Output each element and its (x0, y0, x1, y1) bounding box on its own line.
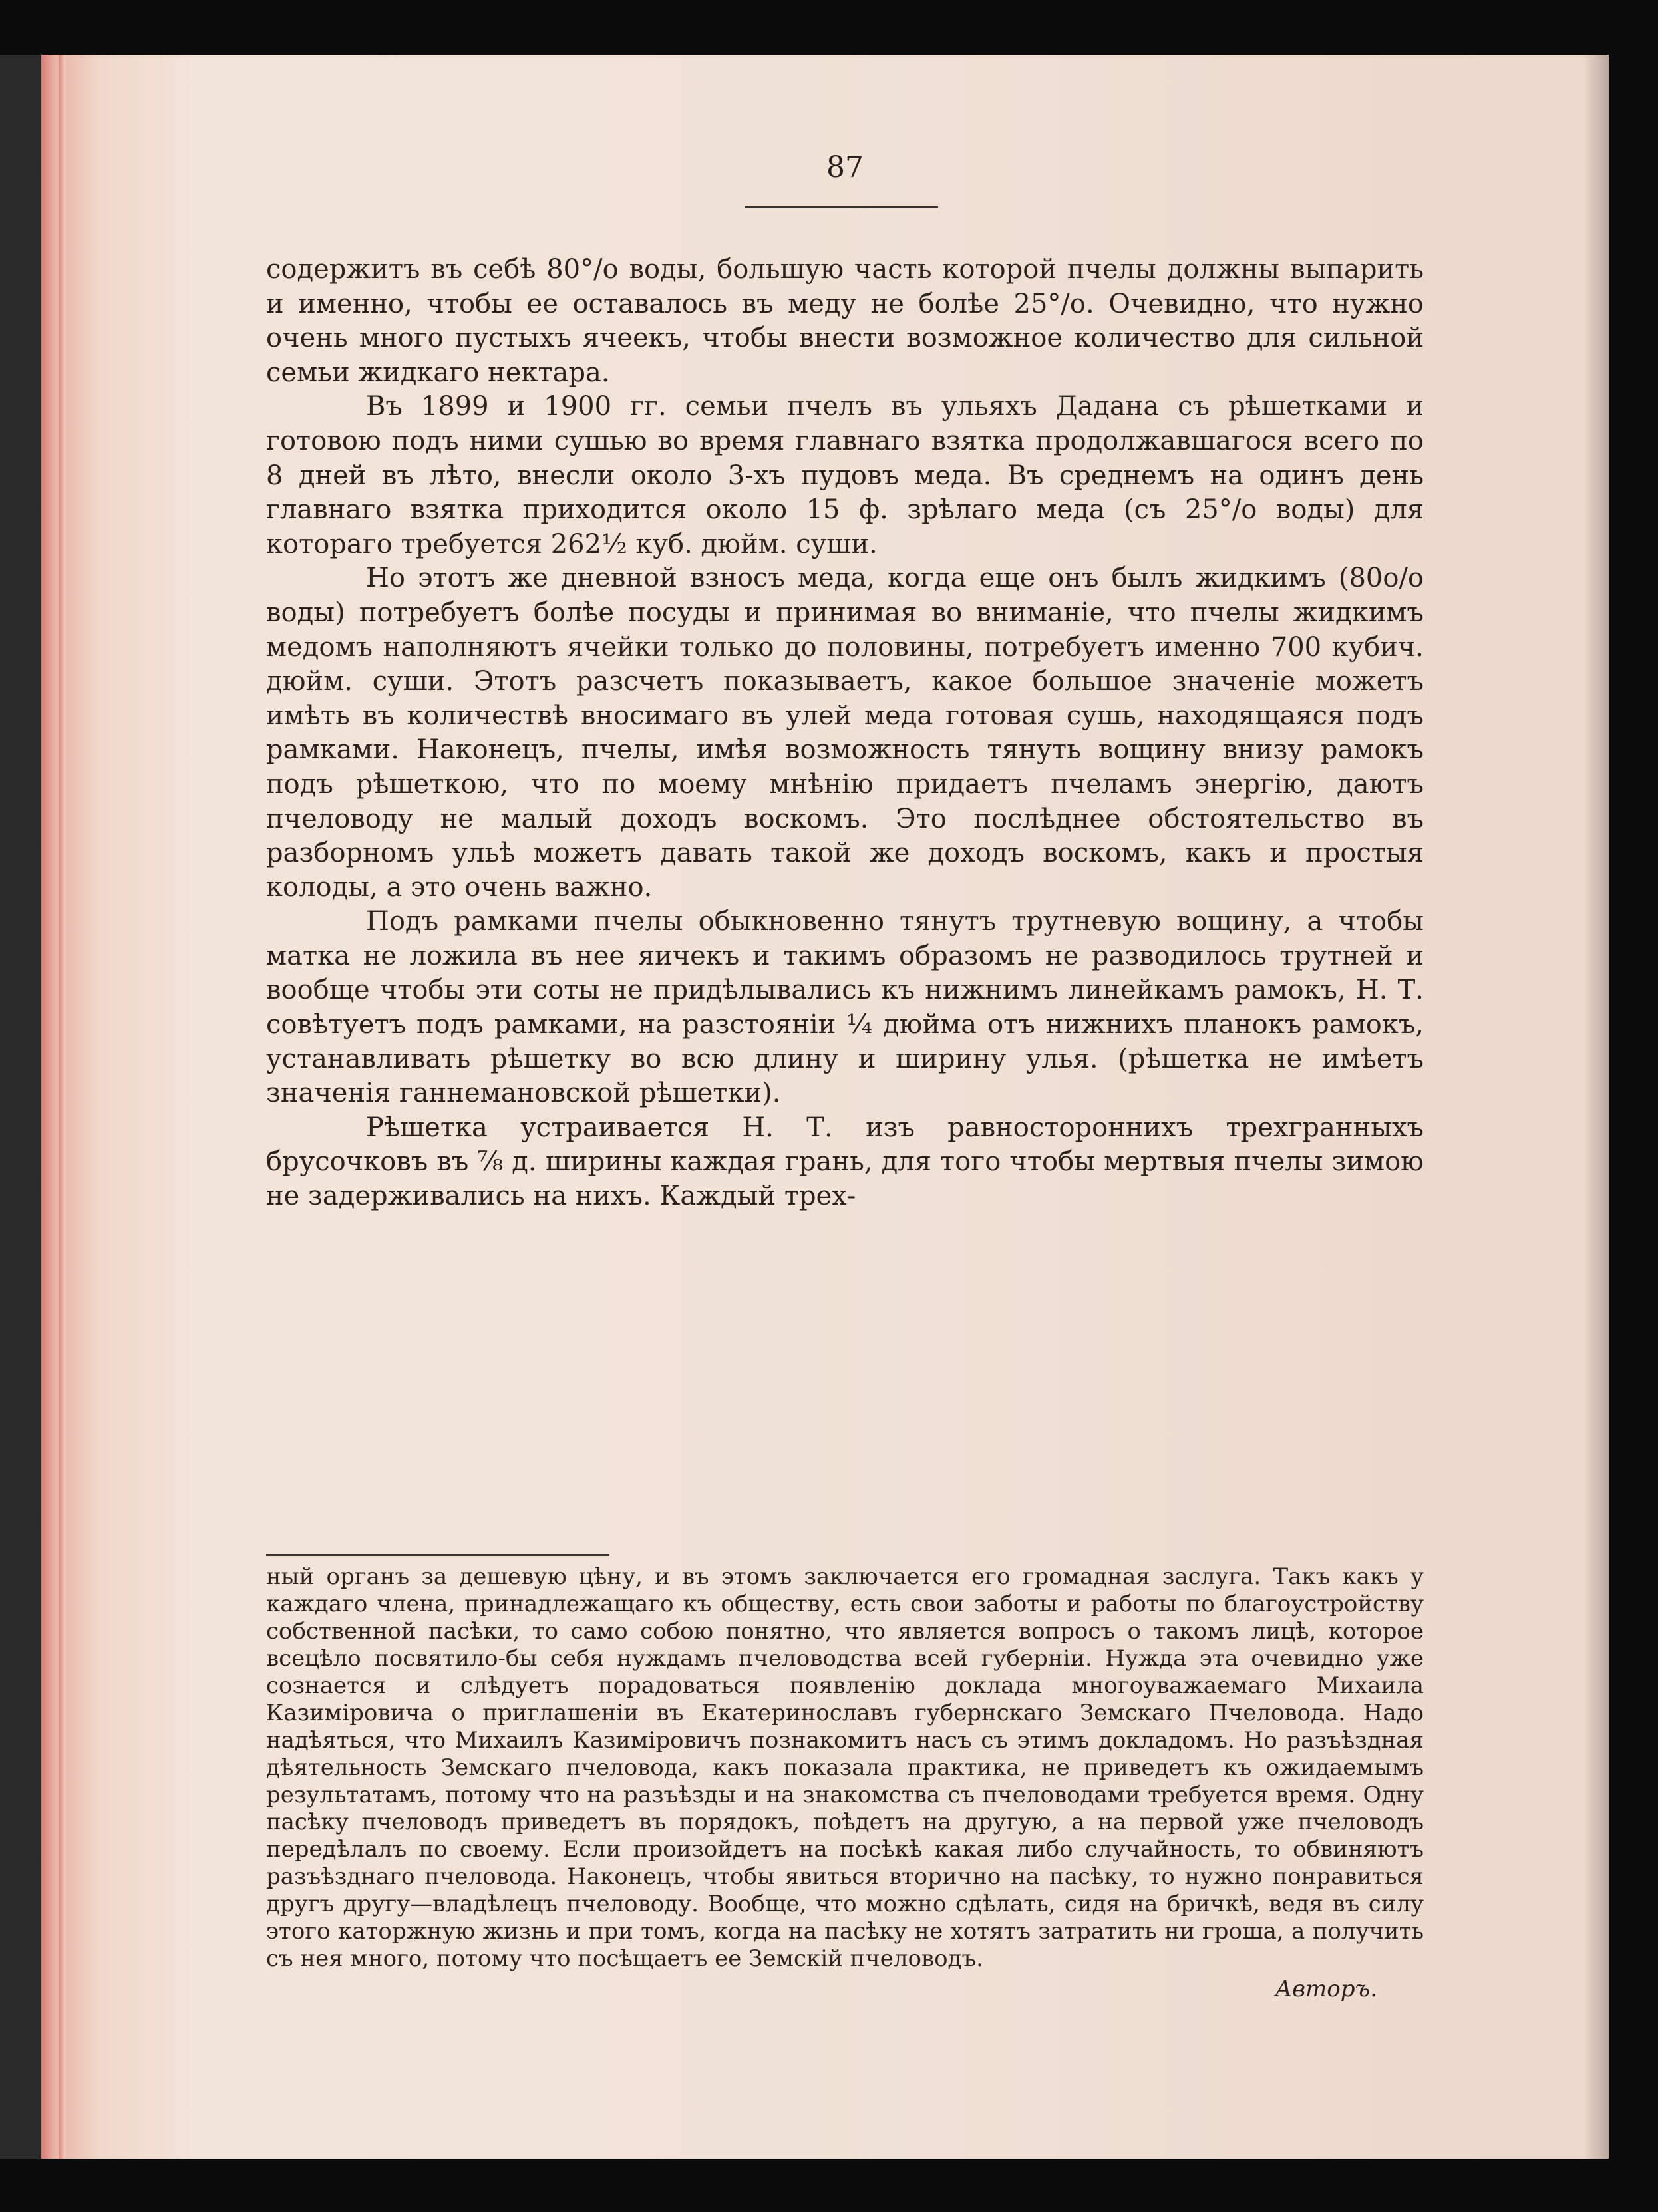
paragraph-4: Подъ рамками пчелы обыкновенно тянутъ трутневую вощину, а чтобы матка не ложила въ нее яичекъ и такимъ образомъ не разводилось трутней и вообще чтобы эти соты не придѣлывались къ нижнимъ линейкамъ рамокъ, Н. Т. совѣтуетъ подъ рамками, на разстояніи ¼ дюйма отъ нижнихъ планокъ рамокъ, устанавливать рѣшетку во всю длину и ширину улья. (рѣшетка не имѣетъ значенія ганнемановской рѣшетки). (266, 906, 1424, 1109)
page-number: 87 (826, 150, 864, 184)
paragraph-1: содержитъ въ себѣ 80°/о воды, большую часть которой пчелы должны выпарить и именно, чтобы ее оставалось въ меду не болѣе 25°/о. Очевидно, что нужно очень много пустыхъ ячеекъ, чтобы внести возможное количество для сильной семьи жидкаго нектара. (266, 254, 1424, 388)
author-signature: Авторъ. (1275, 1976, 1377, 2002)
paragraph-2: Въ 1899 и 1900 гг. семьи пчелъ въ ульяхъ Дадана съ рѣшетками и готовою подъ ними сушью во время главнаго взятка продолжавшагося всего по 8 дней въ лѣто, внесли около 3-хъ пудовъ меда. Въ среднемъ на одинъ день главнаго взятка приходится около 15 ф. зрѣлаго меда (съ 25°/о воды) для котораго требуется 262½ куб. дюйм. суши. (266, 391, 1424, 559)
book-gutter (59, 55, 65, 2159)
footnote-text: ный органъ за дешевую цѣну, и въ этомъ заключается его громадная заслуга. Такъ какъ у каждаго члена, принадлежащаго къ обществу, есть свои заботы и работы по благоустройству собственной пасѣки, то само собою понятно, что является вопросъ о такомъ лицѣ, которое всецѣло посвятило-бы себя нуждамъ пчеловодства всей губерніи. Нужда эта очевидно уже сознается и слѣдуетъ порадоваться появленію доклада многоуважаемаго Михаила Казиміровича о приглашеніи въ Екатеринославъ губернскаго Земскаго Пчеловода. Надо надѣяться, что Михаилъ Казиміровичъ познакомитъ насъ съ этимъ докладомъ. Но разъѣздная дѣятельность Земскаго пчеловода, какъ показала практика, не приведетъ къ ожидаемымъ результатамъ, потому что на разъѣзды и на знакомства съ пчеловодами требуется время. Одну пасѣку пчеловодъ приведетъ въ порядокъ, поѣдетъ на другую, а на первой уже пчеловодъ передѣлалъ по своему. Если произойдетъ на посѣкѣ какая либо случайность, то обвиняютъ разъѣзднаго пчеловода. Наконецъ, чтобы явиться вторично на пасѣку, то нужно понравиться другъ другу—владѣлецъ пчеловоду. Вообще, что можно сдѣлать, сидя на бричкѣ, ведя въ силу этого каторжную жизнь и при томъ, когда на пасѣку не хотятъ затратить ни гроша, а получить съ нея много, потому что посѣщаетъ ее Земскій пчеловодъ. (266, 1563, 1424, 1972)
footnote (266, 1563, 1424, 1973)
main-text (266, 253, 1424, 1214)
footnote-rule (266, 1554, 609, 1556)
page-number-rule (745, 206, 938, 208)
paragraph-3: Но этотъ же дневной взносъ меда, когда еще онъ былъ жидкимъ (80о/о воды) потребуетъ болѣе посуды и принимая во вниманіе, что пчелы жидкимъ медомъ наполняютъ ячейки только до половины, потребуетъ именно 700 кубич. дюйм. суши. Этотъ разсчетъ показываетъ, какое большое значеніе можетъ имѣть въ количествѣ вносимаго въ улей меда готовая сушь, находящаяся подъ рамками. Наконецъ, пчелы, имѣя возможность тянуть вощину внизу рамокъ подъ рѣшеткою, что по моему мнѣнію придаетъ пчеламъ энергію, даютъ пчеловоду не малый доходъ воскомъ. Это послѣднее обстоятельство въ разборномъ ульѣ можетъ давать такой же доходъ воскомъ, какъ и простыя колоды, а это очень важно. (266, 563, 1424, 903)
paragraph-5: Рѣшетка устраивается Н. Т. изъ равностороннихъ трехгранныхъ брусочковъ въ ⅞ д. ширины каждая грань, для того чтобы мертвыя пчелы зимою не задерживались на нихъ. Каждый трех- (266, 1112, 1424, 1212)
